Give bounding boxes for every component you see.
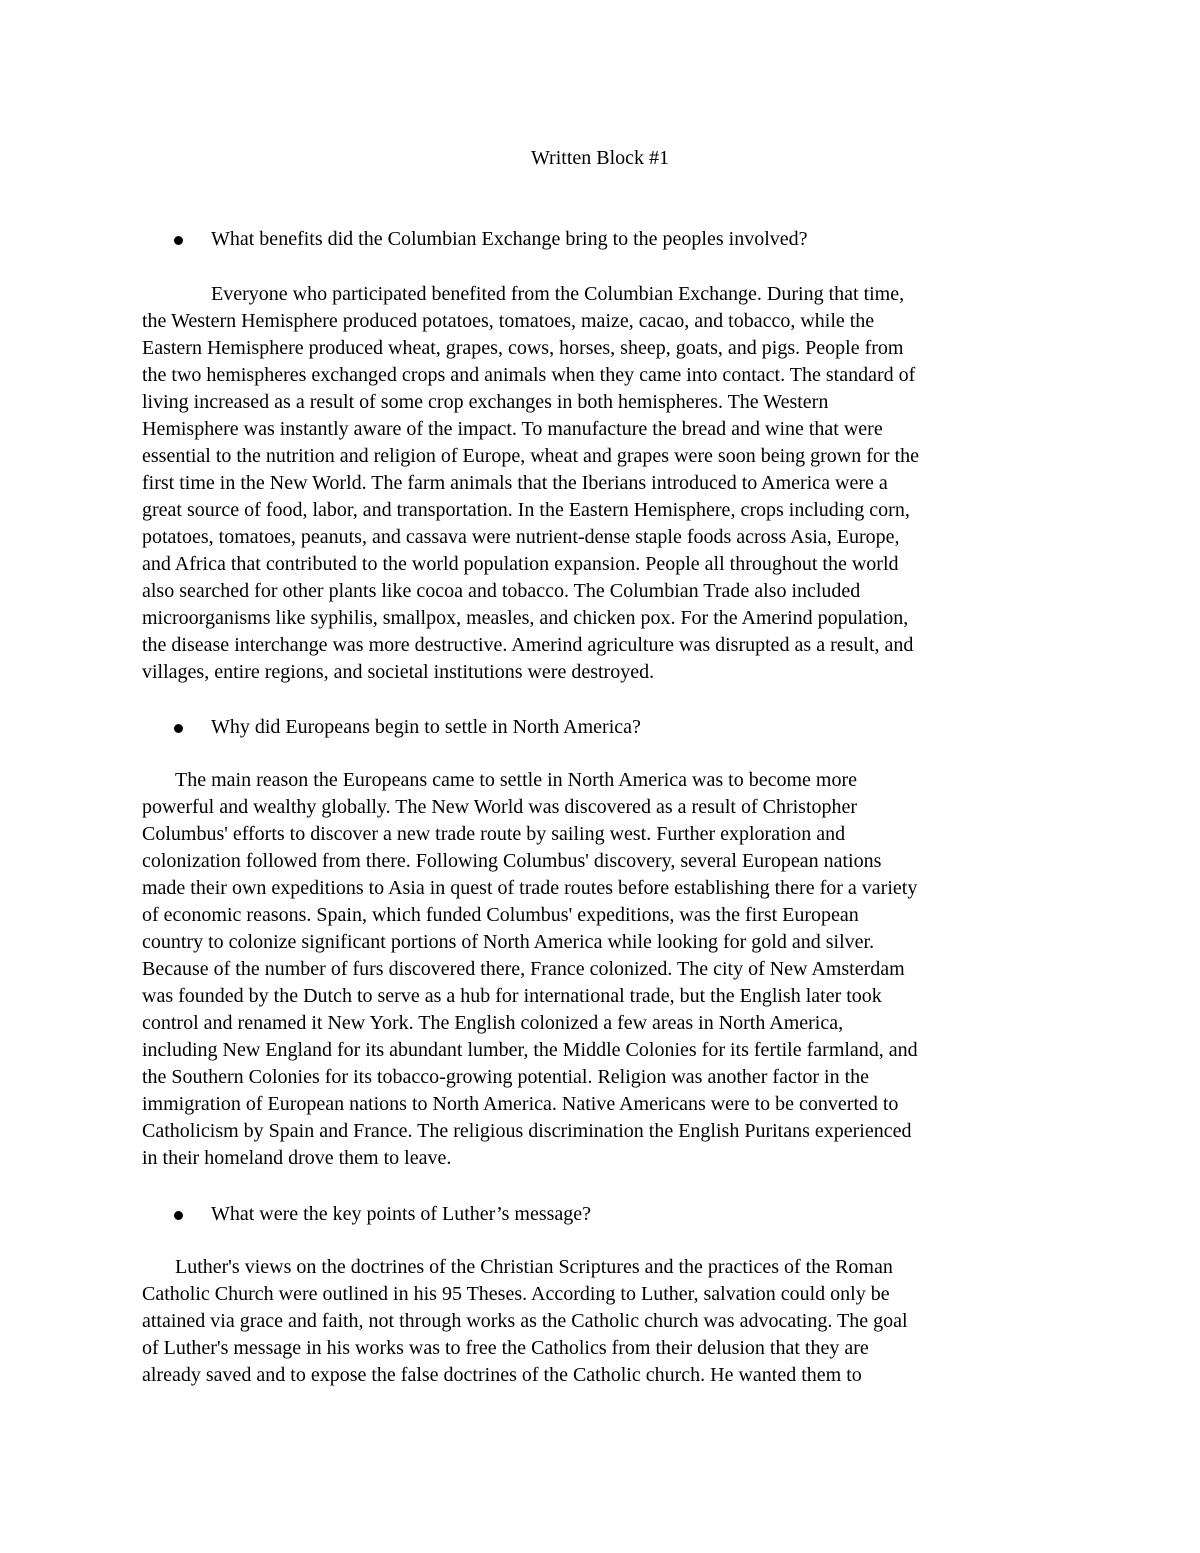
- paragraph-line: living increased as a result of some crop exchanges in both hemispheres. The Western: [142, 391, 829, 413]
- paragraph-line: also searched for other plants like cocoa and tobacco. The Columbian Trade also included: [142, 580, 861, 602]
- paragraph-line: Because of the number of furs discovered there, France colonized. The city of New Amsterdam: [142, 958, 905, 980]
- paragraph-line: attained via grace and faith, not through works as the Catholic church was advocating. The goal: [142, 1310, 908, 1332]
- question-3-text: What were the key points of Luther’s message?: [211, 1203, 592, 1225]
- paragraph-line: and Africa that contributed to the world population expansion. People all throughout the world: [142, 553, 899, 575]
- answer-3-paragraph: [142, 1254, 1060, 1389]
- question-2-text: Why did Europeans begin to settle in North America?: [211, 716, 641, 738]
- paragraph-line: powerful and wealthy globally. The New World was discovered as a result of Christopher: [142, 796, 858, 818]
- paragraph-line: Hemisphere was instantly aware of the impact. To manufacture the bread and wine that were: [142, 418, 883, 440]
- document-title: Written Block #1: [530, 147, 670, 169]
- paragraph-line: Eastern Hemisphere produced wheat, grapes, cows, horses, sheep, goats, and pigs. People from: [142, 337, 904, 359]
- paragraph-line: the two hemispheres exchanged crops and animals when they came into contact. The standard of: [142, 364, 916, 386]
- paragraph-line: control and renamed it New York. The English colonized a few areas in North America,: [142, 1012, 844, 1034]
- paragraph-line: immigration of European nations to North America. Native Americans were to be converted to: [142, 1093, 899, 1115]
- paragraph-line: Catholic Church were outlined in his 95 Theses. According to Luther, salvation could only be: [142, 1283, 890, 1305]
- paragraph-line: great source of food, labor, and transportation. In the Eastern Hemisphere, crops including corn,: [142, 499, 910, 521]
- paragraph-line: already saved and to expose the false doctrines of the Catholic church. He wanted them to: [142, 1364, 862, 1386]
- bullet-icon: [174, 724, 183, 733]
- bullet-icon: [174, 1211, 183, 1220]
- paragraph-line: Columbus' efforts to discover a new trade route by sailing west. Further exploration and: [142, 823, 846, 845]
- paragraph-line: first time in the New World. The farm animals that the Iberians introduced to America were a: [142, 472, 888, 494]
- paragraph-line: potatoes, tomatoes, peanuts, and cassava were nutrient-dense staple foods across Asia, Europe,: [142, 526, 900, 548]
- paragraph-line: including New England for its abundant lumber, the Middle Colonies for its fertile farmland, and: [142, 1039, 918, 1061]
- paragraph-line: Luther's views on the doctrines of the Christian Scriptures and the practices of the Roman: [175, 1256, 893, 1278]
- answer-2-paragraph: [142, 767, 1060, 1172]
- paragraph-line: was founded by the Dutch to serve as a hub for international trade, but the English later took: [142, 985, 882, 1007]
- paragraph-line: Catholicism by Spain and France. The religious discrimination the English Puritans experienced: [142, 1120, 912, 1142]
- bullet-icon: [174, 236, 183, 245]
- paragraph-line: made their own expeditions to Asia in quest of trade routes before establishing there for a variety: [142, 877, 918, 899]
- paragraph-line: in their homeland drove them to leave.: [142, 1147, 452, 1169]
- paragraph-line: the Western Hemisphere produced potatoes, tomatoes, maize, cacao, and tobacco, while the: [142, 310, 875, 332]
- answer-1-paragraph: [142, 281, 1060, 686]
- question-1-text: What benefits did the Columbian Exchange bring to the peoples involved?: [211, 228, 808, 250]
- paragraph-line: the disease interchange was more destructive. Amerind agriculture was disrupted as a result, and: [142, 634, 914, 656]
- paragraph-line: of economic reasons. Spain, which funded Columbus' expeditions, was the first European: [142, 904, 859, 926]
- paragraph-line: of Luther's message in his works was to free the Catholics from their delusion that they are: [142, 1337, 869, 1359]
- paragraph-line: villages, entire regions, and societal institutions were destroyed.: [142, 661, 655, 683]
- paragraph-line: colonization followed from there. Following Columbus' discovery, several European nations: [142, 850, 882, 872]
- paragraph-line: The main reason the Europeans came to settle in North America was to become more: [175, 769, 857, 791]
- paragraph-line: Everyone who participated benefited from the Columbian Exchange. During that time,: [211, 283, 905, 305]
- paragraph-line: microorganisms like syphilis, smallpox, measles, and chicken pox. For the Amerind population,: [142, 607, 909, 629]
- paragraph-line: country to colonize significant portions of North America while looking for gold and silver.: [142, 931, 875, 953]
- paragraph-line: the Southern Colonies for its tobacco-growing potential. Religion was another factor in the: [142, 1066, 870, 1088]
- paragraph-line: essential to the nutrition and religion of Europe, wheat and grapes were soon being grown for the: [142, 445, 920, 467]
